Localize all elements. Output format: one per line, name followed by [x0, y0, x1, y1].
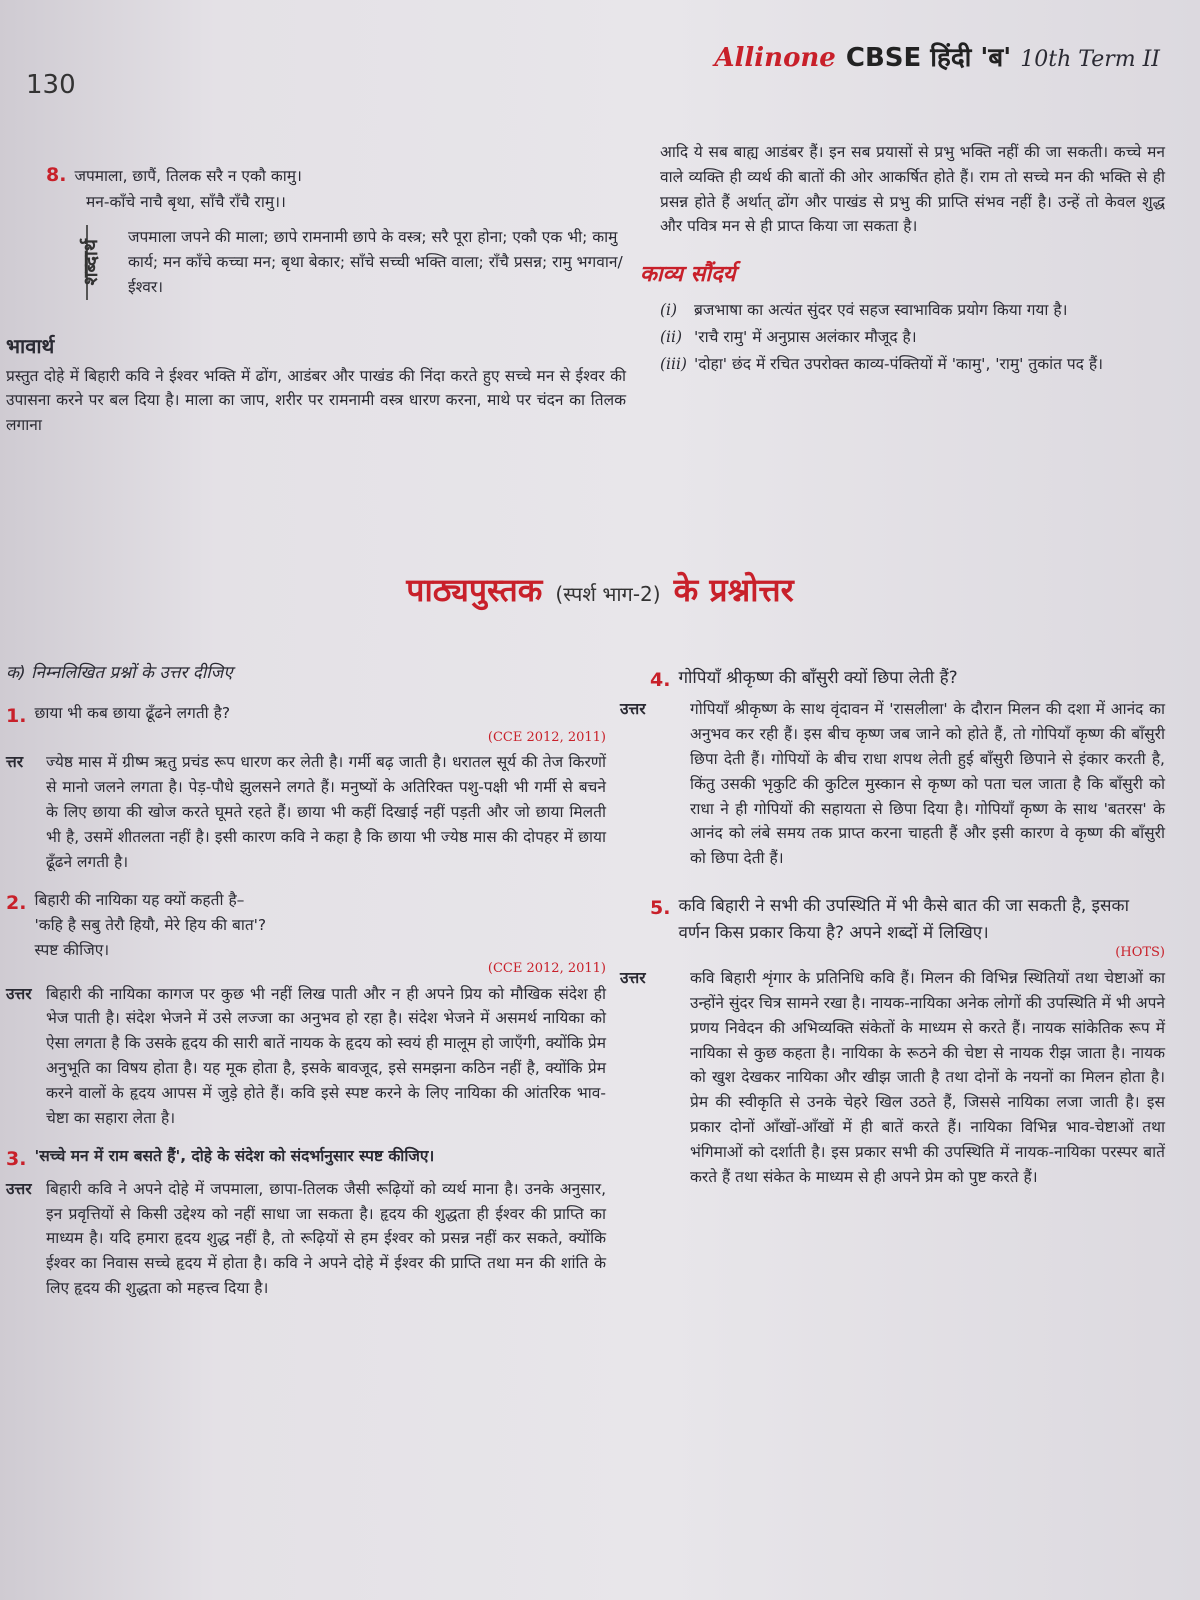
question-4 — [620, 665, 1165, 871]
kavya-point — [660, 298, 1165, 323]
doha-line-1: जपमाला, छापैं, तिलक सरै न एकौ कामु। — [74, 167, 302, 185]
answer-text: बिहारी कवि ने अपने दोहे में जपमाला, छापा-तिलक जैसी रूढ़ियों को व्यर्थ माना है। उनके अनुसार, इन प्रवृत्तियों से किसी उद्देश्य को नहीं साधा जा सकता है। हृदय की शुद्धता ही ईश्वर की प्राप्ति का माध्यम है। यदि हमारा हृदय शुद्ध नहीं है, तो रूढ़ियों से हम ईश्वर को प्रसन्न नहीं कर सकते, क्योंकि ईश्वर का निवास सच्चे हृदय में होता है। कवि ने अपने दोहे में ईश्वर की प्राप्ति तथा मन की शांति के लिए हृदय की शुद्धता को महत्त्व दिया है। — [46, 1179, 606, 1297]
kavya-point — [660, 325, 1165, 350]
question-2 — [6, 888, 606, 1130]
kavya-saundarya-heading: काव्य सौंदर्य — [640, 262, 736, 288]
point-text: 'राचै रामु' में अनुप्रास अलंकार मौजूद है। — [694, 328, 917, 347]
point-text: ब्रजभाषा का अत्यंत सुंदर एवं सहज स्वाभाविक प्रयोग किया गया है। — [694, 301, 1068, 320]
answer-label: उत्तर — [620, 969, 646, 988]
question-text: गोपियाँ श्रीकृष्ण की बाँसुरी क्यों छिपा लेती हैं? — [678, 668, 958, 688]
right-top-column — [640, 138, 1165, 379]
section-title-part-1: पाठ्यपुस्तक — [406, 571, 543, 609]
exam-reference: (CCE 2012, 2011) — [487, 960, 606, 976]
point-number: (i) — [660, 301, 678, 320]
glossary-box — [80, 225, 626, 299]
answer-text: ज्येष्ठ मास में ग्रीष्म ऋतु प्रचंड रूप धारण कर लेती है। गर्मी बढ़ जाती है। धरातल सूर्य की तेज किरणों से मानो जलने लगता है। पेड़-पौधे झुलसने लगते हैं। मनुष्यों के अतिरिक्त पशु-पक्षी भी गर्मी से बचने के लिए छाया की खोज करते घूमते रहते हैं। छाया भी कहीं दिखाई नहीं पड़ती और जो छाया मिलती भी है, उसमें शीतलता नहीं है। इसी कारण कवि ने कहा है कि छाया भी ज्येष्ठ मास की दोपहर में छाया ढूँढने लगती है। — [46, 753, 606, 871]
question-number: 1. — [6, 705, 27, 728]
answer-text: कवि बिहारी शृंगार के प्रतिनिधि कवि हैं। मिलन की विभिन्न स्थितियों तथा चेष्टाओं का उन्होंने सुंदर चित्र सामने रखा है। नायक-नायिका अनेक लोगों की उपस्थिति में भी अपने प्रणय निवेदन की अभिव्यक्ति संकेतों के माध्यम से करते हैं। नायक सांकेतिक रूप में नायिका से कुछ कहता है। नायिका के रूठने की चेष्टा से नायक रीझ जाता है। नायक को खुश देखकर नायिका और खीझ जाती है तथा दोनों के नयनों का मिलन होता है। प्रेम की स्वीकृति से उनके चेहरे खिल उठते हैं, जिससे नायिका लजा जाती है। इस प्रकार दोनों आँखों-आँखों में ही बातें करते हैं। नायिका विभिन्न भाव-चेष्टाओं तथा भंगिमाओं को दर्शाती है। इस प्रकार सभी की उपस्थिति में नायक-नायिका परस्पर बातें करते हैं तथा संकेत के माध्यम से ही अपने प्रेम को पुष्ट करते हैं। — [690, 969, 1165, 1186]
point-number: (ii) — [660, 328, 683, 347]
question-line: 'कहि है सबु तेरौ हियौ, मेरे हिय की बात'? — [34, 916, 267, 935]
running-head — [714, 38, 1160, 74]
instruction: क) निम्नलिखित प्रश्नों के उत्तर दीजिए — [6, 663, 233, 683]
exam-reference: (HOTS) — [1115, 945, 1165, 961]
question-text: कवि बिहारी ने सभी की उपस्थिति में भी कैसे बात की जा सकती है, इसका वर्णन किस प्रकार किया है? अपने शब्दों में लिखिए। — [678, 895, 1129, 944]
question-text: 'सच्चे मन में राम बसते हैं', दोहे के संदेश को संदर्भानुसार स्पष्ट कीजिए। — [34, 1147, 435, 1166]
book-title: CBSE हिंदी 'ब' — [845, 43, 1012, 73]
term-label: 10th Term II — [1020, 47, 1160, 72]
answer-label: उत्तर — [6, 1179, 32, 1198]
kavya-point — [660, 352, 1165, 377]
left-top-column — [6, 160, 626, 438]
question-3 — [6, 1144, 606, 1300]
point-text: 'दोहा' छंद में रचित उपरोक्त काव्य-पंक्तियों में 'कामु', 'रामु' तुकांत पद हैं। — [694, 354, 1103, 373]
question-line: बिहारी की नायिका यह क्यों कहती है– — [34, 891, 245, 910]
section-title — [0, 568, 1200, 611]
question-line: स्पष्ट कीजिए। — [34, 940, 110, 959]
question-text: छाया भी कब छाया ढूँढने लगती है? — [34, 704, 231, 723]
bhavarth-text: प्रस्तुत दोहे में बिहारी कवि ने ईश्वर भक्ति में ढोंग, आडंबर और पाखंड की निंदा करते हुए सच्चे मन से ईश्वर की उपासना करने पर बल दिया है। माला का जाप, शरीर पर रामनामी वस्त्र धारण करना, माथे पर चंदन का तिलक लगाना — [6, 366, 626, 435]
section-title-part-2: के प्रश्नोत्तर — [673, 571, 794, 609]
question-number: 3. — [6, 1148, 27, 1171]
question-number: 2. — [6, 892, 27, 915]
left-bottom-column — [6, 660, 606, 1301]
answer-label: उत्तर — [6, 984, 32, 1003]
bhavarth-heading: भावार्थ — [6, 333, 55, 358]
question-1 — [6, 701, 606, 874]
doha-8 — [46, 160, 626, 215]
answer-text: गोपियाँ श्रीकृष्ण के साथ वृंदावन में 'रासलीला' के दौरान मिलन की दशा में आनंद का अनुभव कर रही हैं। इस बीच कृष्ण जब जाने को होते हैं, तो गोपियाँ कृष्ण की बाँसुरी छिपा देती हैं। गोपियों के बीच राधा शपथ लेती हुई बाँसुरी छिपाने से इंकार करती है, किंतु उसकी भृकुटि की कुटिल मुस्कान से कृष्ण को पता चल जाता है कि बाँसुरी को राधा ने ही गोपियों की सहायता से छिपा दिया है। गोपियाँ कृष्ण के साथ 'बतरस' के आनंद को लंबे समय तक प्राप्त करना चाहती हैं और इसी कारण वे कृष्ण की बाँसुरी को छिपा देती हैं। — [690, 700, 1165, 868]
question-number: 4. — [650, 669, 671, 691]
glossary-label: शब्दार्थ — [80, 239, 102, 286]
question-number: 5. — [650, 896, 671, 919]
exam-reference: (CCE 2012, 2011) — [487, 729, 606, 745]
section-title-sub: (स्पर्श भाग-2) — [555, 582, 661, 606]
point-number: (iii) — [660, 354, 687, 373]
bhavarth-continuation: आदि ये सब बाह्य आडंबर हैं। इन सब प्रयासों से प्रभु भक्ति नहीं की जा सकती। कच्चे मन वाले व्यक्ति ही व्यर्थ की बातों की ओर आकर्षित होते हैं। राम तो सच्चे मन की भक्ति से ही प्रसन्न होते हैं अर्थात् ढोंग और पाखंड से प्रभु की प्राप्ति संभव नहीं है। उन्हें तो केवल शुद्ध और पवित्र मन से ही प्राप्त किया जा सकता है। — [660, 143, 1165, 236]
page-number: 130 — [26, 70, 76, 100]
doha-line-2: मन-काँचे नाचै बृथा, साँचै राँचै रामु।। — [86, 193, 286, 212]
question-5 — [620, 893, 1165, 1189]
answer-text: बिहारी की नायिका कागज पर कुछ भी नहीं लिख पाती और न ही अपने प्रिय को मौखिक संदेश ही भेज पाती है। संदेश भेजने में उसे लज्जा का अनुभव हो रहा है। संदेश भेजने में असमर्थ नायिका को ऐसा लगता है कि उसके हृदय की सारी बातें नायक के हृदय को स्वयं ही मालूम हो जाएँगी, क्योंकि प्रेम अनुभूति का विषय होता है। यह मूक होता है, इसके बावजूद, इसे समझना कठिन नहीं है, क्योंकि प्रेम करने वालों के हृदय आपस में जुड़े होते हैं। कवि इसे स्पष्ट करने के लिए नायिका की आंतरिक भाव-चेष्टा का सहारा लेता है। — [46, 984, 606, 1127]
brand-logo: Allinone — [714, 43, 836, 73]
glossary-text: जपमाला जपने की माला; छापे रामनामी छापे के वस्त्र; सरै पूरा होना; एकौ एक भी; कामु कार्य; मन काँचे कच्चा मन; बृथा बेकार; साँचे सच्ची भक्ति वाला; राँचै प्रसन्न; रामु भगवान/ ईश्वर। — [128, 228, 623, 296]
answer-label: उत्तर — [620, 700, 646, 719]
doha-number: 8. — [46, 164, 67, 186]
question-text — [34, 888, 606, 962]
right-bottom-column — [620, 665, 1165, 1189]
answer-label: त्तर — [6, 753, 24, 772]
